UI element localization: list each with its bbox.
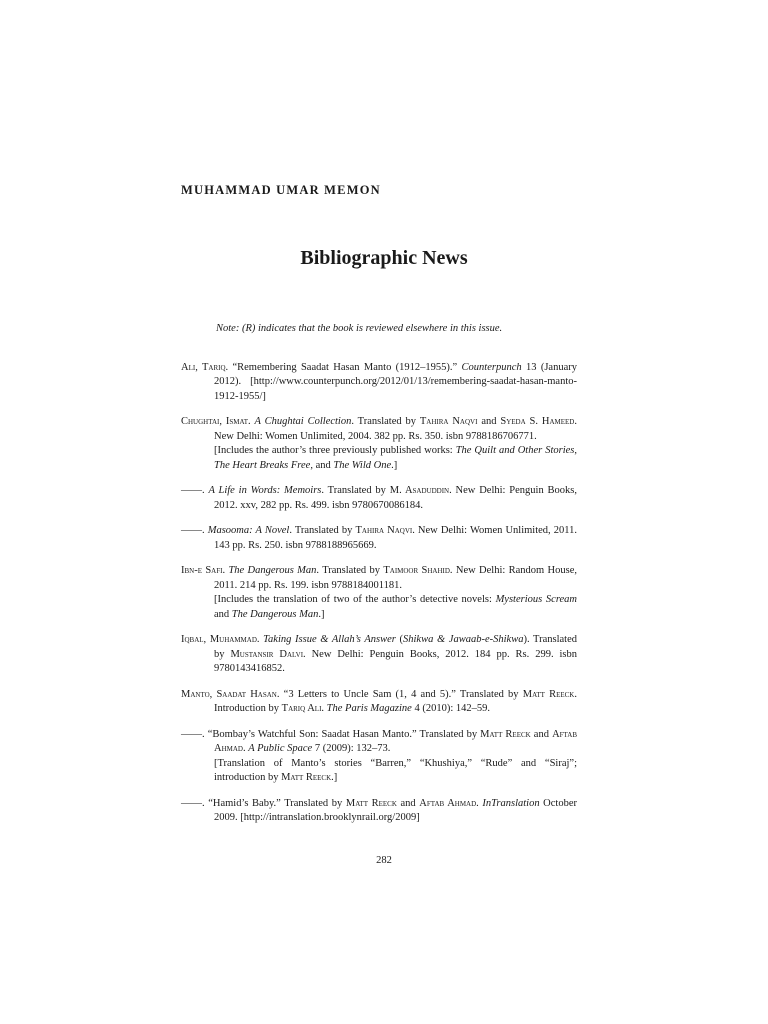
entry-text: . New Delhi: Penguin Books, 2012. xxv, 282 pp. Rs. 499. isbn 9780670086184. (214, 485, 577, 511)
annotation-text: .] (331, 772, 338, 783)
entry-publication: InTranslation (482, 797, 540, 809)
bibliography-entry (181, 688, 577, 717)
annotation-text: .] (391, 459, 398, 471)
entry-author: Chughtai, Ismat. (181, 416, 251, 427)
entry-text: . Translated by (351, 416, 420, 427)
annotation-text: [Includes the translation of two of the author’s detective novels: (214, 594, 496, 605)
annotation-title: The Quilt and Other Stories (455, 445, 575, 456)
entry-book-title: A Chughtai Collection (254, 416, 352, 427)
annotation-text: [Translation of Manto’s stories “Barren,” “Khushiya,” “Rude” and “Siraj”; introduction by (214, 757, 577, 783)
entry-book-title: Masooma: A Novel (207, 525, 290, 536)
bibliography-entry (181, 415, 577, 473)
entry-text: “Bombay’s Watchful Son: Saadat Hasan Manto.” Translated by (204, 728, 481, 740)
entry-translator: Taimoor Shahid (383, 565, 450, 576)
entry-text: “3 Letters to Uncle Sam (1, 4 and 5).” Translated by (279, 688, 523, 700)
bibliography-entry (181, 361, 577, 405)
entry-translator: Tahira Naqvi (355, 525, 413, 536)
entry-text: “Hamid’s Baby.” Translated by (204, 797, 346, 809)
entry-text: ). Translated by (214, 634, 577, 660)
entry-text: . Translated by (321, 485, 390, 496)
article-title: Bibliographic News (300, 247, 468, 269)
entry-author: Iqbal, Muhammad. (181, 634, 260, 645)
entry-text: . Translated by (289, 525, 356, 536)
annotation-text: , and (310, 459, 334, 471)
entry-text: 13 (January 2012). [http://www.counterpunch.org/2012/01/13/remembering-saadat-hasan-manto-1912-1955/] (214, 361, 577, 402)
entry-introducer: Tariq Ali (281, 703, 322, 714)
entry-text: . (321, 703, 327, 714)
entry-book-title: A Life in Words: Memoirs (208, 485, 322, 496)
entry-translator: Matt Reeck (480, 728, 531, 740)
entry-book-title: Shikwa & Jawaab-e-Shikwa (403, 634, 524, 645)
entry-translator: Matt Reeck (522, 688, 575, 700)
entry-translator: Aftab Ahmad (419, 797, 477, 809)
entry-annotation (214, 757, 577, 786)
bibliography-entry (181, 797, 577, 826)
annotation-title: Mysterious Scream (495, 594, 578, 605)
bibliography-list (181, 350, 577, 837)
entry-translator: Matt Reeck (345, 797, 397, 809)
entry-translator: Tahira Naqvi (419, 416, 478, 427)
entry-text: . (476, 797, 483, 809)
entry-text: and (477, 416, 501, 427)
bibliography-entry (181, 524, 577, 553)
page-number: 282 (376, 855, 392, 866)
annotation-text: , (574, 445, 577, 456)
entry-dash: ——. (181, 797, 205, 809)
entry-author: Manto, Saadat Hasan. (181, 688, 280, 700)
annotation-name: Matt Reeck (281, 772, 332, 783)
review-note: Note: (R) indicates that the book is reviewed elsewhere in this issue. (216, 323, 503, 334)
entry-text: October 2009. [http://intranslation.brooklynrail.org/2009] (214, 797, 577, 823)
entry-dash: ——. (181, 485, 205, 496)
entry-author: Ali, Tariq. (181, 361, 229, 373)
annotation-text: .] (318, 608, 325, 620)
annotation-title: The Heart Breaks Free (214, 459, 311, 471)
entry-translator: Aftab Ahmad (214, 728, 577, 754)
entry-author: Ibn-e Safi. (181, 565, 226, 576)
entry-text: ( (395, 634, 403, 645)
article-author: MUHAMMAD UMAR MEMON (181, 183, 381, 197)
bibliography-entry (181, 564, 577, 622)
entry-publication: A Public Space (248, 743, 313, 754)
bibliography-entry (181, 728, 577, 786)
entry-translator: M. Asaduddin (389, 485, 450, 496)
entry-publication: Counterpunch (461, 361, 522, 373)
entry-annotation (214, 444, 577, 473)
entry-book-title: Taking Issue & Allah’s Answer (263, 634, 396, 645)
entry-text: . New Delhi: Women Unlimited, 2004. 382 pp. Rs. 350. isbn 9788186706771. (214, 416, 577, 442)
entry-text: 4 (2010): 142–59. (411, 703, 491, 714)
entry-text: and (530, 728, 553, 740)
entry-text: . Introduction by (214, 688, 577, 714)
entry-text: 7 (2009): 132–73. (312, 743, 391, 754)
entry-publication: The Paris Magazine (326, 703, 412, 714)
entry-text: . Translated by (316, 565, 384, 576)
entry-annotation (214, 593, 577, 622)
entry-text: . (242, 743, 249, 754)
entry-text: “Remembering Saadat Hasan Manto (1912–1955).” (228, 361, 462, 373)
entry-text: . New Delhi: Women Unlimited, 2011. 143 pp. Rs. 250. isbn 9788188965669. (214, 525, 577, 551)
entry-text: . New Delhi: Random House, 2011. 214 pp. Rs. 199. isbn 9788184001181. (214, 565, 578, 591)
entry-translator: Syeda S. Hameed (500, 416, 575, 427)
entry-book-title: The Dangerous Man (228, 565, 317, 576)
entry-dash: ——. (181, 728, 205, 740)
bibliography-entry (181, 633, 577, 677)
bibliography-entry (181, 484, 577, 513)
entry-dash: ——. (181, 525, 205, 536)
annotation-title: The Wild One (333, 459, 392, 471)
annotation-title: The Dangerous Man (231, 608, 319, 620)
annotation-text: and (214, 608, 232, 620)
entry-text: . New Delhi: Penguin Books, 2012. 184 pp. Rs. 299. isbn 9780143416852. (214, 648, 577, 674)
annotation-text: [Includes the author’s three previously published works: (214, 445, 456, 456)
entry-text: and (396, 797, 420, 809)
entry-translator: Mustansir Dalvi (230, 648, 304, 660)
